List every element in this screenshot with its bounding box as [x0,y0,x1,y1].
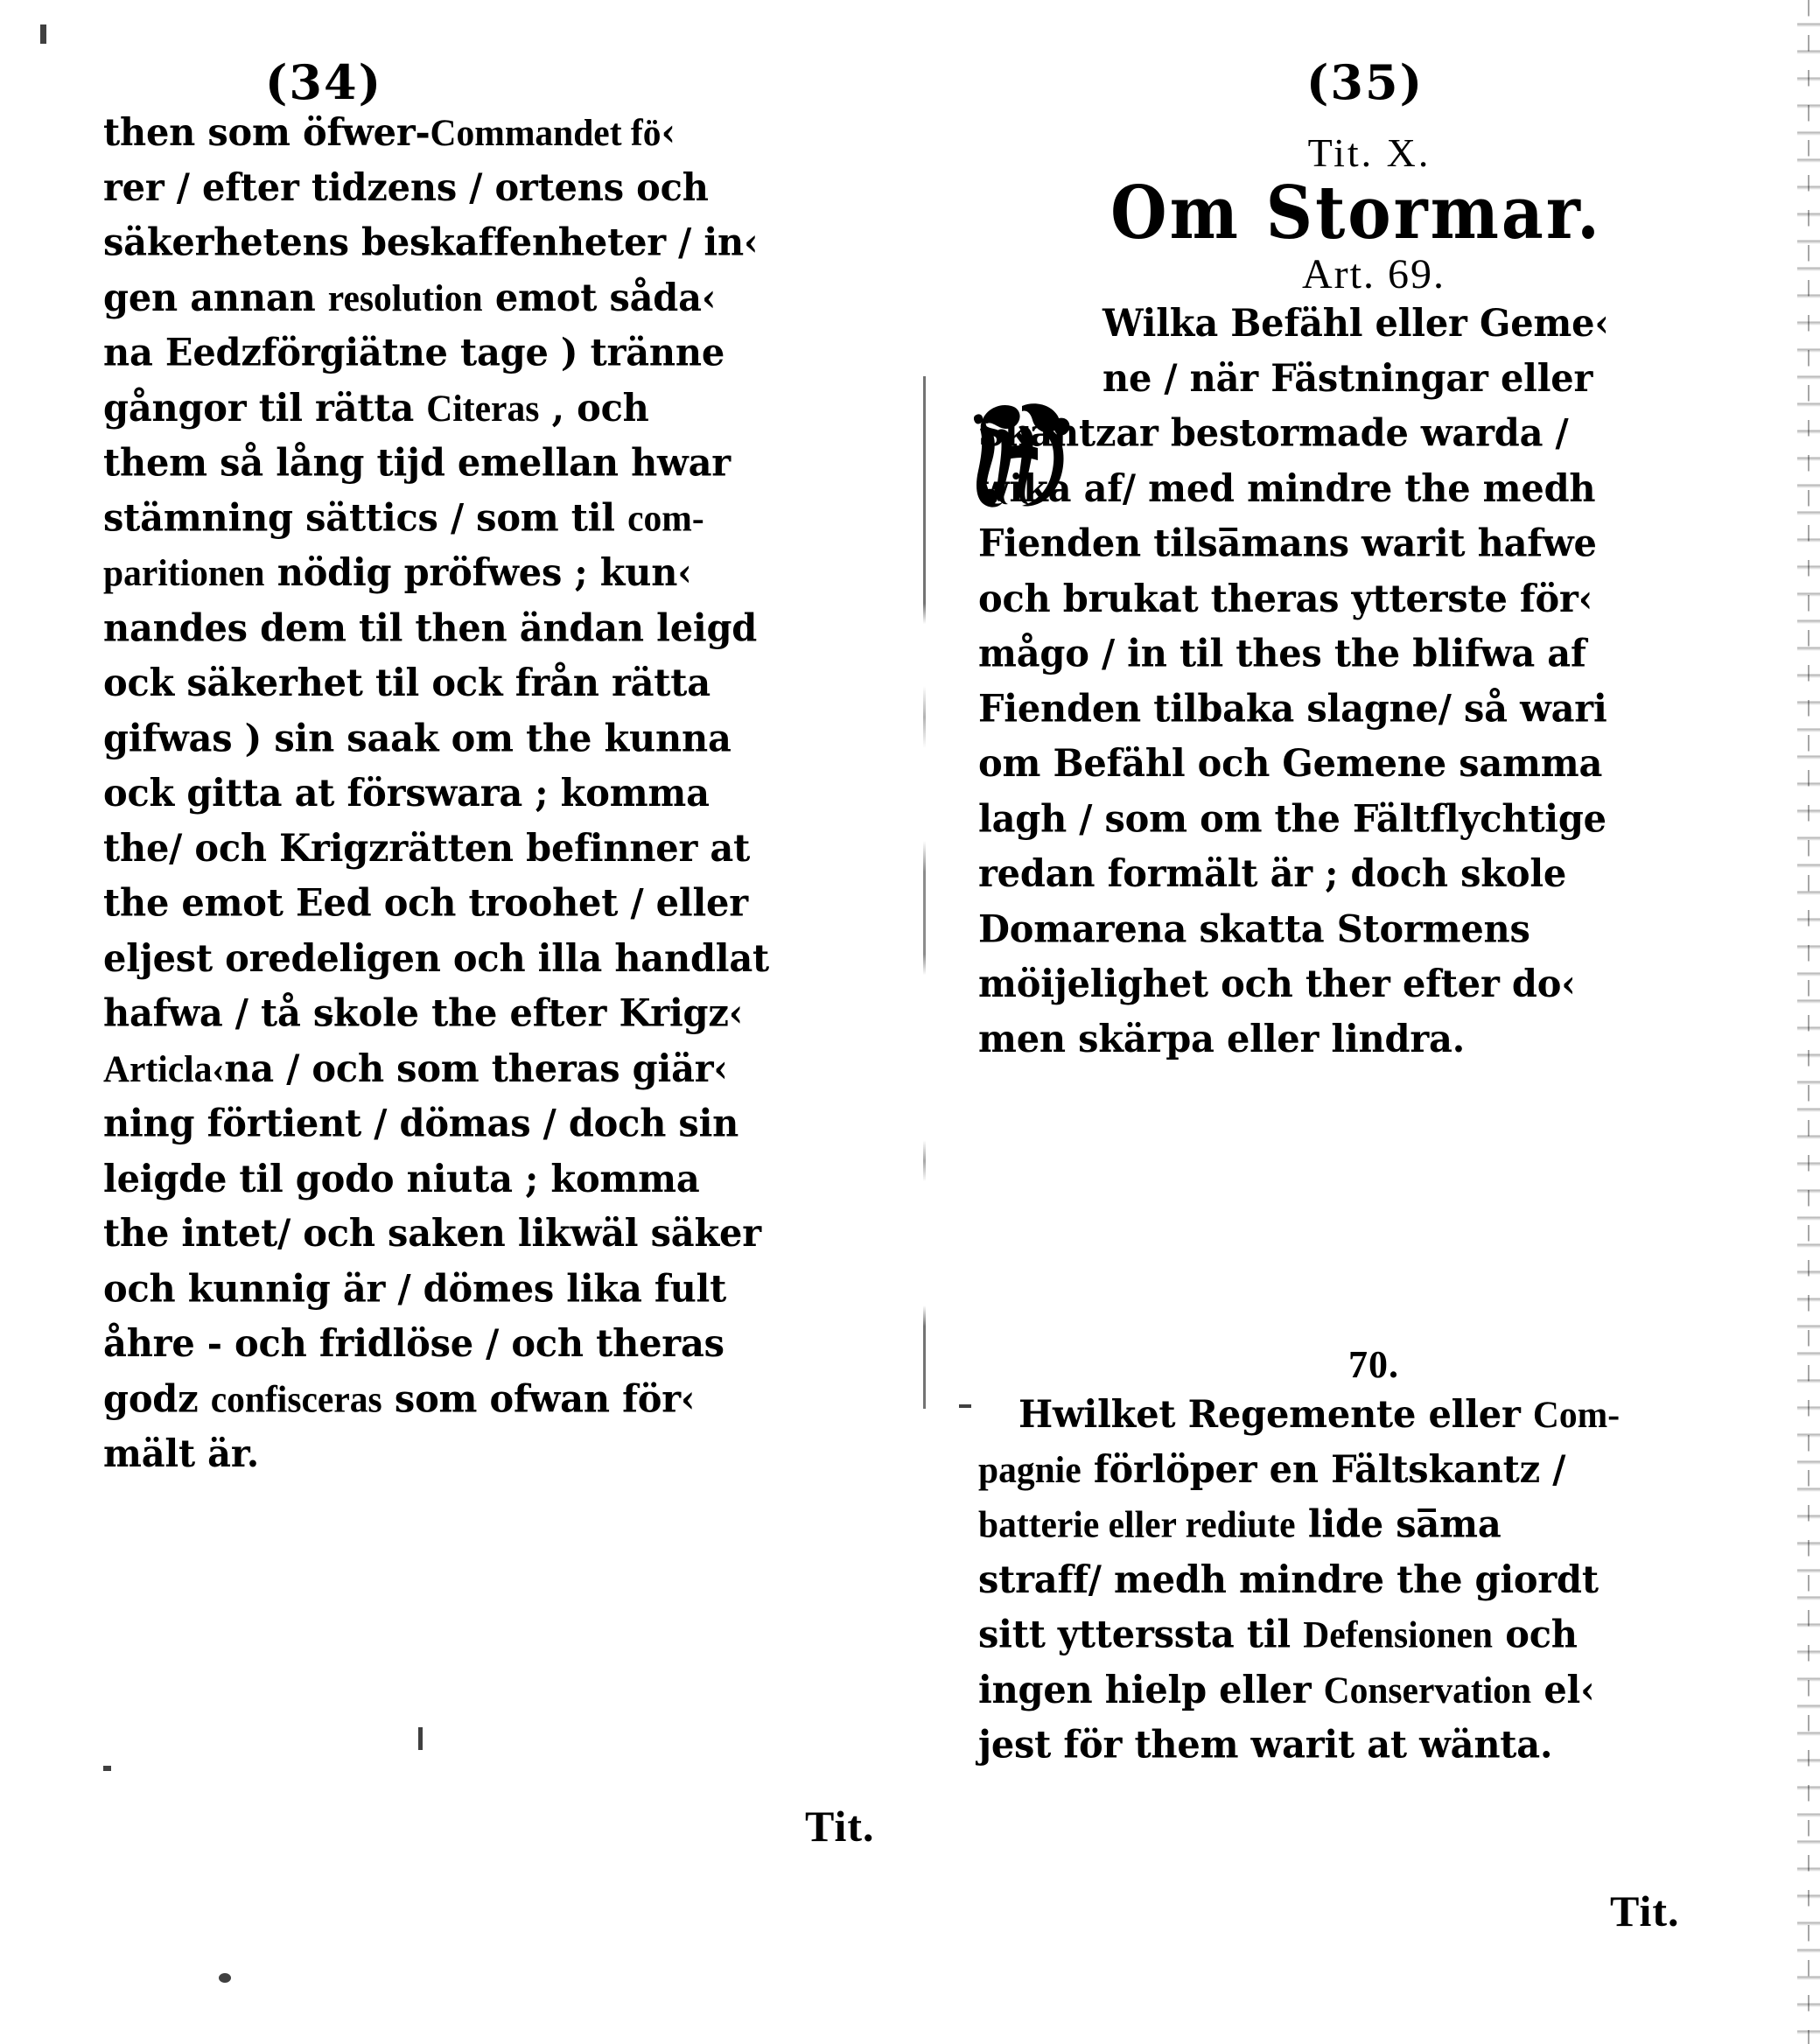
fraktur-run: leigde til godo niuta ; komma [103,1155,700,1200]
scan-speckle [959,1404,971,1408]
text-line [978,791,1748,846]
fraktur-run: och brukat theras ytterste för [978,575,1578,620]
column-divider-rule [923,376,926,1409]
fraktur-run: the/ och Krigzrätten befinner at [103,825,751,871]
fraktur-run: förlöper en Fältskantz / [1081,1446,1566,1492]
fraktur-run: och kunnig är / dömes lika fult [103,1265,727,1311]
fraktur-run: om Befähl och Gemene samma [978,740,1603,786]
chapter-title: Om Stormar. [1110,172,1602,256]
text-line [103,105,856,160]
scan-edge-line-artifact [1808,0,1810,2044]
text-line [978,1718,1748,1773]
text-line [103,545,856,600]
title-heading-tit: Tit. X. [1307,130,1432,175]
fraktur-run: Fienden tilbaka slagne/ så wari [978,685,1607,731]
text-line [103,490,856,545]
text-line [978,681,1748,736]
fraktur-run: rer / efter tidzens / ortens och [103,164,709,210]
fraktur-run: gifwas ) sin saak om the kunna [103,715,732,760]
fraktur-run: ‹ [713,1045,728,1090]
roman-run: Conservation [1323,1668,1532,1711]
text-line [103,1206,856,1261]
fraktur-run: Wilka Befähl eller Geme [1102,300,1595,346]
fraktur-run: mågo / in til thes the blifwa af [978,630,1586,676]
fraktur-run: gångor til rätta [103,384,427,430]
roman-run: Commandet fö [430,111,662,154]
text-line [978,901,1748,956]
fraktur-run: ‹ [661,109,676,155]
text-line [103,1261,856,1316]
fraktur-run: the intet/ och saken likwäl säker [103,1210,761,1256]
text-line [978,1607,1748,1662]
fraktur-run: möijelighet och ther efter do [978,961,1562,1006]
roman-run: ‹ [212,1046,225,1089]
roman-run: Articla [103,1046,213,1089]
text-line [103,1371,856,1426]
fraktur-run: redan formält är ; doch skole [978,850,1567,896]
text-line [978,406,1748,461]
text-line [103,1316,856,1371]
text-line [978,1662,1748,1718]
text-line [103,326,856,381]
folio-number-right: (35) [1306,54,1424,110]
fraktur-run: na / och som theras giär [224,1045,714,1090]
text-line [978,846,1748,901]
fraktur-run: ne / när Fästningar eller [1102,355,1593,401]
fraktur-run: Domarena skatta Stormens [978,906,1530,951]
fraktur-run: sitt ytterssta til [978,1611,1304,1656]
roman-run: batterie eller rediute [978,1503,1296,1545]
text-line [978,571,1748,626]
text-line [103,436,856,491]
article-69-body-text [978,296,1748,1067]
text-line [103,160,856,215]
fraktur-run: emot såda [482,274,702,319]
fraktur-run: åhre - och fridlöse / och theras [103,1320,724,1366]
fraktur-run: lagh / som om the Fältflychtige [978,795,1606,841]
fraktur-run: ock gitta at förswara ; komma [103,770,710,816]
fraktur-run: ‹ [1580,1666,1595,1712]
text-line [103,986,856,1041]
roman-run: Com- [1532,1393,1620,1436]
fraktur-run: ock säkerhet til ock från rätta [103,660,710,705]
fraktur-run: Fienden tilsa̅mans warit hafwe [978,520,1597,565]
fraktur-run: ‹ [1561,961,1576,1006]
fraktur-run: och [1492,1611,1578,1656]
text-line [103,876,856,931]
text-line [978,1012,1748,1067]
text-line [103,1096,856,1152]
scan-speckle [418,1727,423,1750]
fraktur-run: nandes dem til then ändan leigd [103,605,758,650]
fraktur-run: ‹ [680,1376,696,1421]
roman-run: confisceras [210,1377,382,1420]
fraktur-run: mält är. [103,1431,259,1476]
fraktur-run: wika af/ med mindre the medh [978,465,1596,510]
text-line [978,461,1748,516]
text-line [103,710,856,766]
text-line [103,1151,856,1206]
text-line [978,736,1748,791]
fraktur-run: na Eedzförgiätne tage ) tränne [103,329,725,374]
text-line [978,516,1748,571]
article-70-heading: 70. [1348,1343,1399,1386]
fraktur-run: säkerhetens bes̵kaffenheter / in [103,220,744,264]
fraktur-run: stämning sättics / som til [103,494,628,540]
scan-speckle [40,24,46,44]
text-line [103,215,856,270]
roman-run: Citeras [426,386,540,429]
fraktur-run: , och [539,384,649,430]
text-line [978,351,1748,406]
fraktur-run: Hwilket Regemente eller [1018,1391,1533,1437]
text-line [103,270,856,326]
catchword-left: Tit. [805,1802,875,1851]
fraktur-run: gen annan [103,274,328,319]
roman-run: pagnie [978,1448,1082,1491]
text-line [103,381,856,436]
fraktur-run: jest för them warit at wänta. [978,1721,1553,1767]
text-line [103,600,856,655]
scan-speckle [219,1973,231,1983]
text-line [103,1041,856,1096]
text-line [103,931,856,986]
roman-run: com- [627,496,704,539]
roman-run: paritionen [103,551,265,594]
folio-number-left: (34) [264,54,383,110]
fraktur-run: som ofwan för [382,1376,681,1421]
text-line [978,1442,1748,1497]
fraktur-run: ‹ [728,990,744,1035]
fraktur-run: ‹ [743,220,759,264]
fraktur-run: ingen hielp eller [978,1666,1324,1712]
article-69-heading: Art. 69. [1302,251,1446,298]
roman-run: resolution [327,276,483,318]
fraktur-run: godz [103,1376,211,1421]
fraktur-run: ning förtient / dömas / doch sin [103,1100,739,1145]
text-line [978,1387,1748,1442]
text-line [103,821,856,876]
fraktur-run: them så lång tijd emellan hwar [103,439,731,485]
text-line [978,956,1748,1012]
text-line [103,766,856,821]
fraktur-run: Skantzar bestormade warda / [978,410,1569,455]
fraktur-run: ‹ [1594,300,1609,346]
fraktur-run: eljest oredeligen och illa handlat [103,935,769,980]
text-line [978,626,1748,682]
text-line [103,1426,856,1481]
catchword-right: Tit. [1610,1886,1680,1936]
left-page-body-text [103,105,856,1481]
fraktur-run: hafwa / tå s̵kole the efter Krigz [103,990,729,1035]
fraktur-run: men skärpa eller lindra. [978,1016,1465,1061]
fraktur-run: ‹ [701,274,717,319]
fraktur-run: straff/ medh mindre the giordt [978,1556,1599,1601]
article-70-body-text [978,1387,1748,1772]
fraktur-run: el [1531,1666,1581,1712]
fraktur-run: ‹ [1578,575,1593,620]
fraktur-run: lide sa̅ma [1295,1502,1502,1546]
text-line [978,296,1748,351]
text-line [978,1497,1748,1552]
fraktur-run: ‹ [677,550,692,595]
fraktur-run: the emot Eed och troohet / eller [103,880,748,926]
fraktur-run: then som öfwer- [103,109,430,155]
roman-run: Defensionen [1303,1613,1493,1656]
text-line [103,655,856,710]
text-line [978,1552,1748,1607]
scan-speckle [103,1766,111,1771]
fraktur-run: nödig pröfwes ; kun [264,550,678,595]
